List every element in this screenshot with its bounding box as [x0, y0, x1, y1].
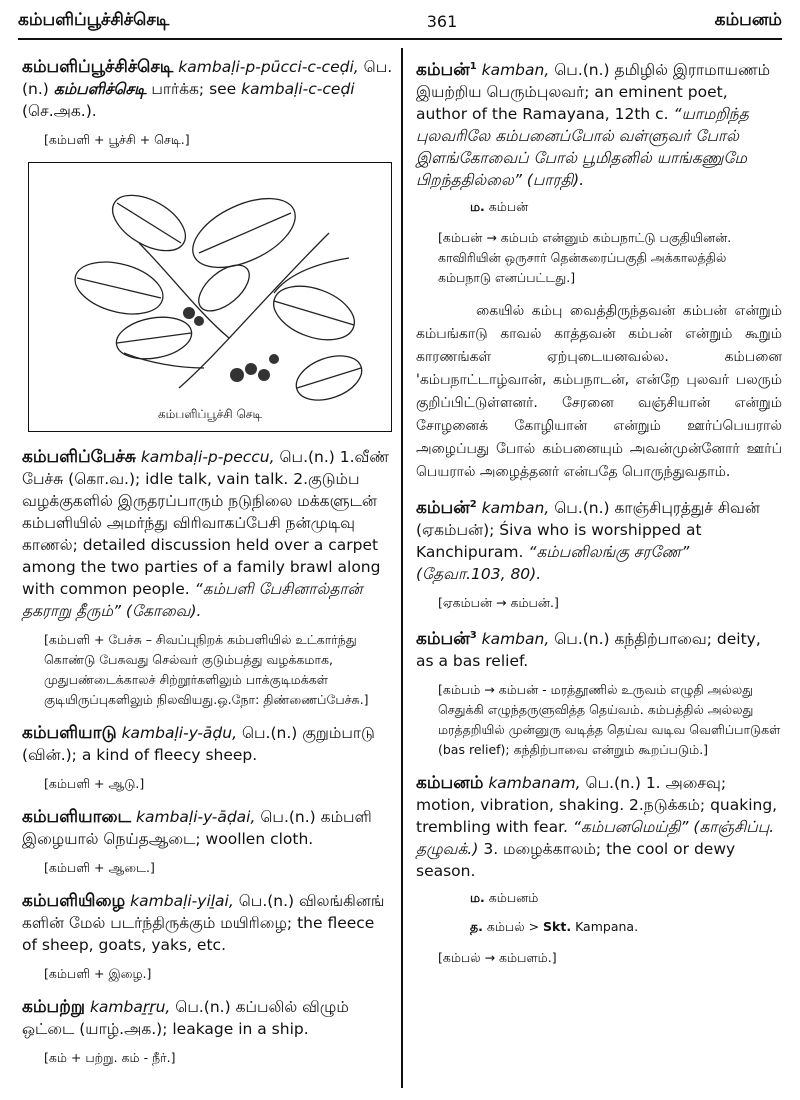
etymology: [கம்பளி + ஆடை.]	[44, 860, 155, 875]
cross-reference-transliteration: kambaḷi-c-ceḍi	[241, 80, 355, 98]
homonym-number: 1	[469, 61, 477, 72]
dictionary-entry	[416, 625, 782, 672]
see-text: பார்க்க; see	[151, 80, 237, 98]
column-divider	[401, 48, 403, 1088]
sanskrit-abbr: Skt.	[543, 919, 572, 935]
cognate-word: கம்பன்	[488, 199, 529, 215]
definition: பெ.(n.) விலங்கினங் களின் மேல் படர்ந்திருக்கும் மயிரிழை; the fleece of sheep, goats, yaks, etc.	[22, 892, 385, 954]
header-right-guide-word: கம்பனம்	[714, 10, 782, 30]
cross-reference: கம்பளிச்செடி	[53, 80, 147, 98]
cognate-word: கம்பனம்	[488, 890, 539, 906]
headword: கம்பன்	[416, 498, 470, 519]
definition-continued: 3. மழைக்காலம்; the cool or dewy season.	[416, 840, 736, 881]
dictionary-entry	[22, 890, 394, 956]
etymology: [கம்பளி + பேச்சு – சிவப்புநிறக் கம்பளியில் உட்கார்ந்து கொண்டு பேசுவது செல்வர் குடும்பத்து வழக்கமாக, முதுபண்டைக்காலச் சிற்றூர்களிலும் பாக்குடிமக்கள் குடியிருப்புகளிலும் நிலவியது.ஒ.நோ: திண்ணைப்பேச்சு.]	[44, 632, 369, 707]
definition: பெ.(n.) கந்திற்பாவை; deity, as a bas relief.	[416, 630, 761, 671]
quotation: “கம்பனிலங்கு சரணே” (தேவா.103, 80).	[416, 543, 690, 584]
etymology: [கம்பல் → கம்பளம்.]	[438, 950, 557, 966]
cognate	[470, 199, 782, 216]
definition: பெ.(n.) 1.வீண் பேச்சு (கொ.வ.); idle talk, vain talk. 2.குடும்ப வழக்குகளில் இருதரப்பாரும் நடுநிலை மக்களுடன் கம்பளியில் அமர்ந்து விரிவாகப்பேசி நன்முடிவு காணல்; detailed discussion held over a carpet among the two parties of a family brawl along with common people.	[22, 448, 390, 598]
transliteration: kambaḷi-p-peccu,	[140, 448, 275, 466]
etymology: [கம்பம் → கம்பன் - மரத்தூணில் உருவம் எழுதி அல்லது செதுக்கி எழுந்தருளுவித்த தெய்வம். கம்பத்தில் அல்லது மரத்தறியில் முன்னுரு வடித்த தெய்வ வடிவ வெளிப்பாடுகள் (bas relief); கந்திற்பாவை என்றும் கூறப்படும்.]	[438, 682, 781, 758]
part-of-speech: பெ.(n.)	[22, 58, 393, 98]
dictionary-entry	[416, 494, 782, 585]
cognate	[470, 919, 782, 936]
language-abbr: ம.	[470, 890, 485, 906]
etymology: [கம்பளி + ஆடு.]	[44, 776, 145, 791]
headword: கம்பளியிழை	[22, 891, 126, 911]
definition: பெ.(n.) தமிழில் இராமாயணம் இயற்றிய பெரும்புலவர்; an eminent poet, author of the Ramayana, 12th c.	[416, 61, 771, 124]
definition: பெ.(n.) காஞ்சிபுரத்துச் சிவன் (ஏகம்பன்); Śiva who is worshipped at Kanchipuram.	[416, 499, 760, 562]
page-header	[18, 6, 782, 36]
transliteration: kamban,	[481, 630, 550, 649]
headword: கம்பனம்	[416, 773, 484, 794]
homonym-number: 2	[469, 499, 477, 511]
etymology: [கம்பளி + இழை.]	[44, 966, 152, 981]
dictionary-entry	[22, 996, 394, 1040]
transliteration: kambaḷi-y-āḍai,	[136, 808, 256, 826]
quotation: “கம்பளி பேசினால்தான் தகராறு தீரும்” (கோவை).	[22, 580, 363, 620]
headword: கம்பளியாடு	[22, 723, 117, 743]
dictionary-entry	[22, 806, 394, 850]
transliteration: kambaḷi-yiḻai,	[130, 892, 234, 910]
commentary-paragraph: கையில் கம்பு வைத்திருந்தவன் கம்பன் என்றும் கம்பங்காடு காவல் காத்தவன் கம்பன் என்றும் கூறும் காரணங்கள் ஏற்புடையனவல்ல. கம்பனை 'கம்பநாட்டாழ்வான், கம்பநாடன், என்றே புலவர் பலரும் குறிப்பிட்டுள்ளனர். சேரனை வஞ்சியான் என்றும் சோழனைக் கோழியான் என்றும் ஊர்ப்பெயரால் அழைப்பது போல் கம்பனையும் அவன்முன்னோர் ஊர்ப் பெயரால் அழைத்தனர் என்பதே பொருந்துவதாம்.	[416, 303, 782, 481]
headword: கம்பளிப்பூச்சிச்செடி	[22, 57, 174, 77]
definition: பெ.(n.) கப்பலில் விழும் ஒட்டை (யாழ்.அக.); leakage in a ship.	[22, 998, 349, 1038]
dictionary-entry	[416, 56, 782, 191]
transliteration: kambaḷi-p-pūcci-c-ceḍi,	[178, 58, 359, 76]
cognate-word: கம்பல் >	[486, 919, 540, 935]
etymology: [கம் + பற்று. கம் - நீர்.]	[44, 1050, 176, 1065]
plant-illustration	[28, 162, 392, 432]
page-number: 361	[426, 11, 458, 31]
transliteration: kambaṟṟu,	[89, 998, 171, 1016]
language-abbr: ம.	[470, 199, 485, 215]
definition: பெ.(n.) கம்பளி இழையால் நெய்தஆடை; woollen cloth.	[22, 808, 372, 848]
etymology: [கம்பன் → கம்பம் என்னும் கம்பநாட்டு பகுதியினன். காவிரியின் ஒருசார் தென்கரைப்பகுதி அக்காலத்தில் கம்பநாடு எனப்பட்டது.]	[438, 230, 732, 286]
headword: கம்பன்	[416, 60, 470, 81]
sanskrit-word: Kampana.	[575, 919, 639, 935]
source: (செ.அக.).	[22, 102, 97, 120]
transliteration: kamban,	[481, 61, 550, 80]
transliteration: kambanam,	[488, 774, 581, 793]
figure-caption: கம்பளிப்பூச்சி செடி	[158, 407, 262, 421]
homonym-number: 3	[469, 630, 477, 642]
headword: கம்பளிப்பேச்சு	[22, 447, 136, 467]
headword: கம்பளியாடை	[22, 807, 132, 827]
dictionary-entry	[22, 446, 394, 622]
headword: கம்பன்	[416, 629, 470, 650]
quotation: “யாமறிந்த புலவரிலே கம்பனைப்போல் வள்ளுவர் போல் இளங்கோவைப் போல் பூமிதனில் யாங்கணுமே பிறந்ததில்லை” (பாரதி).	[416, 105, 749, 190]
definition: பெ.(n.) 1. அசைவு; motion, vibration, shaking. 2.நடுக்கம்; quaking, trembling with fear.	[416, 774, 778, 837]
left-column	[22, 56, 394, 1080]
header-rule	[18, 38, 782, 40]
transliteration: kamban,	[481, 499, 550, 518]
cognate	[470, 890, 782, 907]
headword: கம்பற்று	[22, 997, 85, 1017]
leaf-drawing	[29, 163, 391, 431]
etymology: [கம்பளி + பூச்சி + செடி.]	[44, 132, 190, 147]
dictionary-entry	[22, 56, 394, 122]
definition: பெ.(n.) குறும்பாடு (வின்.); a kind of fleecy sheep.	[22, 724, 375, 764]
quotation: “கம்பனமெய்தி” (காஞ்சிப்பு. தழுவக்.)	[416, 818, 775, 859]
header-left-guide-word: கம்பளிப்பூச்சிச்செடி	[18, 10, 170, 30]
transliteration: kambaḷi-y-āḍu,	[121, 724, 237, 742]
dictionary-entry	[416, 772, 782, 882]
right-column	[416, 56, 782, 980]
dictionary-entry	[22, 722, 394, 766]
etymology: [ஏகம்பன் → கம்பன்.]	[438, 595, 559, 611]
language-abbr: த.	[470, 919, 483, 935]
